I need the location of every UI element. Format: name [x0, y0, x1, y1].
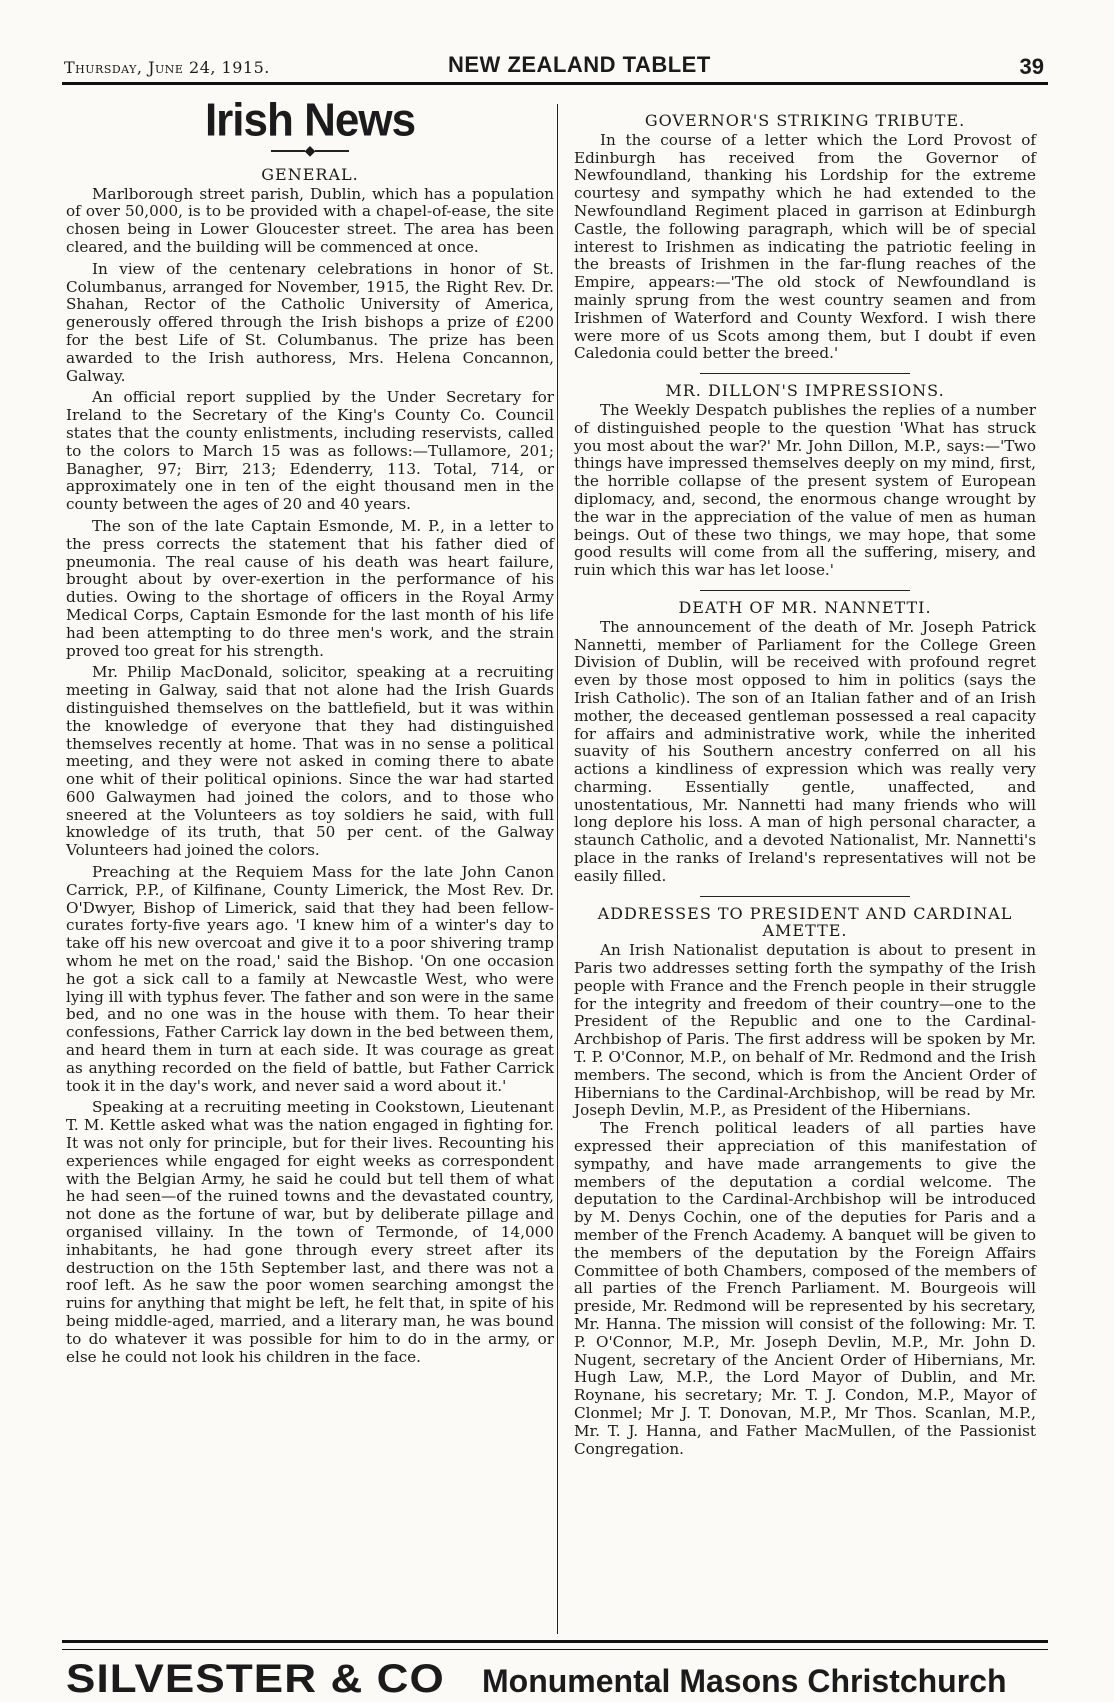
right-column: [574, 108, 1036, 1458]
article-paragraph: Mr. Philip MacDonald, solicitor, speaking at a recruiting meeting in Galway, said that not alone had the Irish Guards distinguished themselves on the battlefield, but it was within the knowledge of everyone that they had distinguished themselves recently at home. That was in no sense a political meeting, and they were not asked in coming there to abate one whit of their political opinions. Since the war had started 600 Galwaymen had joined the colors, and to those who sneered at the Volunteers as toy soldiers he said, with full knowledge of its truth, that 50 per cent. of the Galway Volunteers had joined the colors.: [66, 663, 554, 860]
advert-name: SILVESTER & CO: [66, 1657, 445, 1701]
section-heading-nannetti: DEATH OF MR. NANNETTI.: [678, 597, 932, 617]
article-paragraph: An Irish Nationalist deputation is about to present in Paris two addresses setting forth the sympathy of the Irish people with France and the French people in their struggle for the integrity and freedom of their country—one to the President of the Republic and one to the Cardinal-Archbishop of Paris. The first address will be spoken by Mr. T. P. O'Connor, M.P., on behalf of Mr. Redmond and the Irish members. The second, which is from the Ancient Order of Hibernians to the Cardinal-Archbishop, will be read by Mr. Joseph Devlin, M.P., as President of the Hibernians.: [574, 941, 1036, 1120]
section-heading-general: GENERAL.: [261, 164, 359, 184]
footer-advertisement: [62, 1640, 1048, 1701]
article-paragraph: In the course of a letter which the Lord Provost of Edinburgh has received from the Governor of Newfoundland, thanking his Lordship for the extreme courtesy and sympathy which he had extended to the Newfoundland Regiment placed in garrison at Edinburgh Castle, the following paragraph, which will be of special interest to Irishmen as indicating the patriotic feeling in the breasts of Irishmen in the far-flung reaches of the Empire, appears:—'The old stock of Newfoundland is mainly sprung from the west country seamen and from Irishmen of Waterford and County Wexford. I wish there were more of us Scots among them, but I doubt if even Caledonia could better the breed.': [574, 130, 1036, 363]
article-paragraph: The son of the late Captain Esmonde, M. P., in a letter to the press corrects the statement that his father died of pneumonia. The real cause of his death was heart failure, brought about by over-exertion in the performance of his duties. Owing to the shortage of officers in the Royal Army Medical Corps, Captain Esmonde for the last month of his life had been attempting to do three men's work, and the strain proved too great for his strength.: [66, 516, 554, 660]
page-number: 39: [1019, 54, 1044, 79]
section-separator: [700, 896, 910, 897]
section-heading-dillon: MR. DILLON'S IMPRESSIONS.: [665, 381, 945, 401]
section-heading-governor: GOVERNOR'S STRIKING TRIBUTE.: [644, 111, 966, 130]
left-column: [66, 94, 554, 1366]
article-paragraph: In view of the centenary celebrations in honor of St. Columbanus, arranged for November, 1915, the Right Rev. Dr. Shahan, Rector of the Catholic University of America, generously offered through the Irish bishops a prize of £200 for the best Life of St. Columbanus. The prize has been awarded to the Irish authoress, Mrs. Helena Concannon, Galway.: [66, 259, 554, 385]
article-paragraph: The announcement of the death of Mr. Joseph Patrick Nannetti, member of Parliament for the College Green Division of Dublin, will be received with profound regret even by those most opposed to him in politics (says the Irish Catholic). The son of an Italian father and of an Irish mother, the deceased gentleman possessed a real capacity for affairs and administrative work, while the inherited suavity of his Southern ancestry conferred on all his actions a kindliness of expression which was really very charming. Essentially gentle, unaffected, and unostentatious, Mr. Nannetti had many friends who will long deplore his loss. A man of high personal character, a staunch Catholic, and a devoted Nationalist, Mr. Nannetti's place in the ranks of Ireland's representatives will not be easily filled.: [574, 617, 1036, 885]
section-heading-addresses: ADDRESSES TO PRESIDENT AND CARDINAL AMETTE.: [597, 903, 1013, 941]
article-paragraph: Preaching at the Requiem Mass for the late John Canon Carrick, P.P., of Kilfinane, County Limerick, the Most Rev. Dr. O'Dwyer, Bishop of Limerick, said that they had been fellow-curates forty-five years ago. 'I knew him of a winter's day to take off his new overcoat and give it to a poor shivering tramp whom he met on the road,' said the Bishop. 'On one occasion he got a sick call to a family at Newcastle West, who were lying ill with typhus fever. The father and son were in the same bed, and no one was in the house with them. To hear their confessions, Father Carrick lay down in the bed between them, and heard them in turn at each side. It was courage as great as anything recorded on the field of battle, but Father Carrick took it in the day's work, and never said a word about it.': [66, 863, 554, 1095]
article-paragraph: Speaking at a recruiting meeting in Cookstown, Lieutenant T. M. Kettle asked what was the nation engaged in fighting for. It was not only for principle, but for their lives. Recounting his experiences while engaged for eight weeks as correspondent with the Belgian Army, he said he could but tell them of what he had seen—of the ruined towns and the devastated country, not done as the fortune of war, but by deliberate pillage and organised villainy. In the town of Termonde, of 14,000 inhabitants, he had gone through every street after its destruction on the 15th September last, and there was not a roof left. As he saw the poor women searching amongst the ruins for anything that might be left, he felt that, in spite of his being middle-aged, married, and a literary man, he was bound to do whatever it was possible for him to do in the army, or else he could not look his children in the face.: [66, 1098, 554, 1366]
article-paragraph: The French political leaders of all parties have expressed their appreciation of this manifestation of sympathy, and have made arrangements to give the members of the deputation a cordial welcome. The deputation to the Cardinal-Archbishop will be introduced by M. Denys Cochin, one of the deputies for Paris and a member of the French Academy. A banquet will be given to the members of the deputation by the Foreign Affairs Committee of both Chambers, composed of the members of all parties of the French Parliament. M. Bourgeois will preside, Mr. Redmond will be represented by his secretary, Mr. Hanna. The mission will consist of the following: Mr. T. P. O'Connor, M.P., Mr. Joseph Devlin, M.P., Mr. John D. Nugent, secretary of the Ancient Order of Hibernians, Mr. Hugh Law, M.P., the Lord Mayor of Dublin, and Mr. Roynane, his secretary; Mr. T. J. Condon, M.P., Mayor of Clonmel; Mr J. T. Donovan, M.P., Mr Thos. Scanlan, M.P., Mr. T. J. Hanna, and Father MacMullen, of the Passionist Congregation.: [574, 1119, 1036, 1458]
article-paragraph: The Weekly Despatch publishes the replies of a number of distinguished people to the question 'What has struck you most about the war?' Mr. John Dillon, M.P., says:—'Two things have impressed themselves deeply on my mind, first, the horrible collapse of the present system of European diplomacy, and, second, the enormous change wrought by the war in the appreciation of the value of men as human beings. Out of these two things, we may hope, that some good results will come from all the suffering, misery, and ruin which this war has let loose.': [574, 400, 1036, 580]
section-separator: [700, 373, 910, 374]
masthead: [62, 52, 1048, 85]
footer-rule: [62, 1649, 1048, 1650]
page-headline: Irish News: [204, 94, 416, 147]
article-paragraph: An official report supplied by the Under Secretary for Ireland to the Secretary of the King's County Co. Council states that the county enlistments, including reservists, called to the colors to March 15 was as follows:—Tullamore, 201; Banagher, 97; Birr, 213; Edenderry, 113. Total, 714, or approximately one in ten of the eight thousand men in the county between the ages of 20 and 40 years.: [66, 388, 554, 514]
column-divider: [557, 104, 558, 1634]
issue-date: Thursday, June 24, 1915.: [64, 58, 270, 77]
newspaper-title: NEW ZEALAND TABLET: [448, 52, 711, 77]
article-paragraph: Marlborough street parish, Dublin, which has a population of over 50,000, is to be provided with a chapel-of-ease, the site chosen being in Lower Gloucester street. The area has been cleared, and the building will be commenced at once.: [66, 184, 554, 256]
section-separator: [700, 590, 910, 591]
advert-tagline: Monumental Masons Christchurch: [482, 1663, 1007, 1699]
headline-ornament: ◆: [66, 144, 554, 158]
